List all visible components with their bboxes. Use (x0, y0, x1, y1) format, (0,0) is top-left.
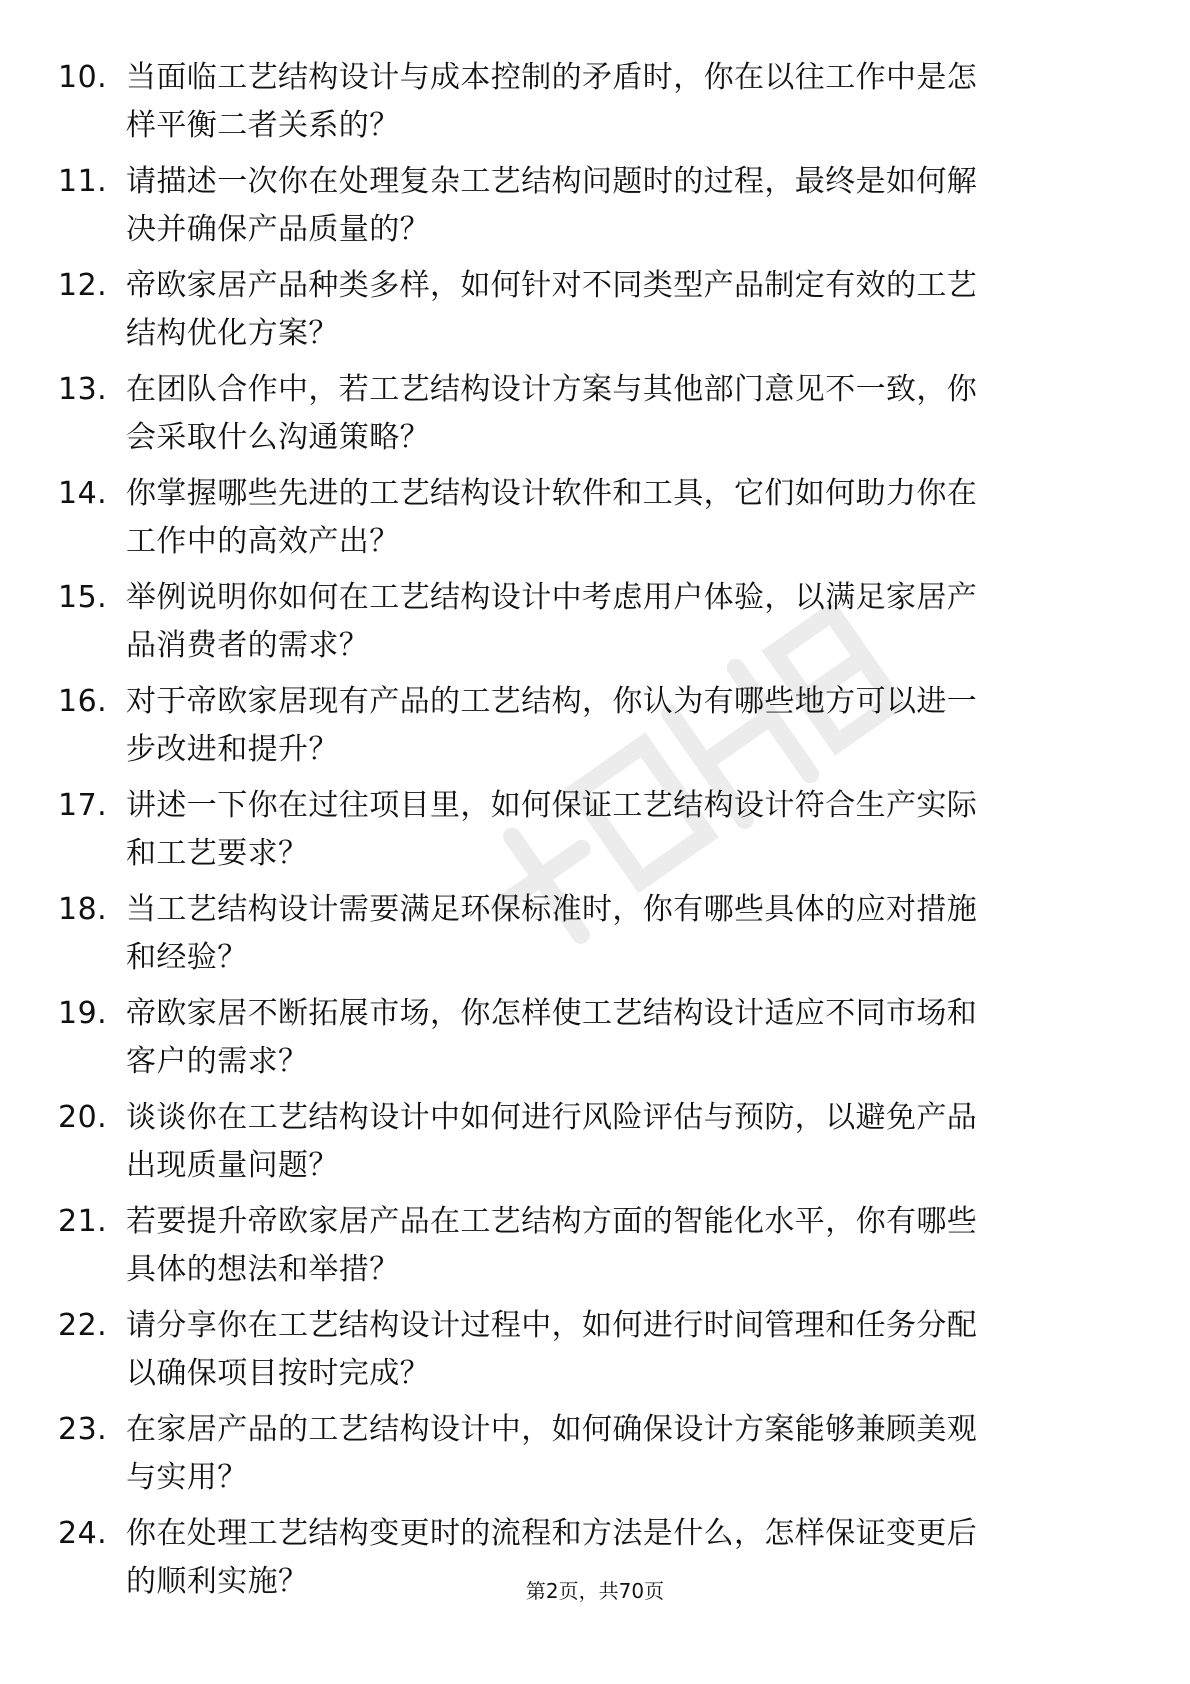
question-item (58, 54, 1118, 158)
question-text-line: 在家居产品的工艺结构设计中，如何确保设计方案能够兼顾美观 (126, 1412, 978, 1447)
question-text (126, 678, 1126, 774)
question-text (126, 782, 1126, 878)
question-item (58, 1406, 1118, 1510)
question-text (126, 1198, 1126, 1294)
question-text-line: 工作中的高效产出？ (126, 524, 400, 559)
question-list (58, 54, 1118, 1614)
question-item (58, 678, 1118, 782)
question-text (126, 470, 1126, 566)
question-item (58, 158, 1118, 262)
question-item (58, 1302, 1118, 1406)
question-text-line: 和经验？ (126, 940, 248, 975)
question-number: 23. (58, 1412, 108, 1447)
question-text-line: 结构优化方案？ (126, 316, 339, 351)
question-text (126, 1406, 1126, 1502)
question-text-line: 若要提升帝欧家居产品在工艺结构方面的智能化水平，你有哪些 (126, 1204, 978, 1239)
question-text (126, 1302, 1126, 1398)
question-text (126, 158, 1126, 254)
question-text-line: 当工艺结构设计需要满足环保标准时，你有哪些具体的应对措施 (126, 892, 978, 927)
question-text (126, 54, 1126, 150)
question-item (58, 262, 1118, 366)
question-number: 19. (58, 996, 108, 1031)
question-number: 15. (58, 580, 108, 615)
question-number: 24. (58, 1516, 108, 1551)
question-number: 12. (58, 268, 108, 303)
question-number: 17. (58, 788, 108, 823)
question-text-line: 举例说明你如何在工艺结构设计中考虑用户体验，以满足家居产 (126, 580, 978, 615)
question-text-line: 请描述一次你在处理复杂工艺结构问题时的过程，最终是如何解 (126, 164, 978, 199)
question-text-line: 品消费者的需求？ (126, 628, 370, 663)
question-text-line: 与实用？ (126, 1460, 248, 1495)
question-text-line: 决并确保产品质量的？ (126, 212, 430, 247)
question-number: 20. (58, 1100, 108, 1135)
question-text (126, 366, 1126, 462)
question-text (126, 574, 1126, 670)
question-text-line: 的顺利实施？ (126, 1564, 309, 1599)
question-text-line: 帝欧家居不断拓展市场，你怎样使工艺结构设计适应不同市场和 (126, 996, 978, 1031)
question-text-line: 请分享你在工艺结构设计过程中，如何进行时间管理和任务分配 (126, 1308, 978, 1343)
question-text (126, 262, 1126, 358)
question-item (58, 1198, 1118, 1302)
question-item (58, 990, 1118, 1094)
question-text-line: 帝欧家居产品种类多样，如何针对不同类型产品制定有效的工艺 (126, 268, 978, 303)
question-text (126, 990, 1126, 1086)
question-item (58, 886, 1118, 990)
question-item (58, 782, 1118, 886)
question-text-line: 当面临工艺结构设计与成本控制的矛盾时，你在以往工作中是怎 (126, 60, 978, 95)
page-footer: 第2页，共70页 (525, 1579, 665, 1603)
question-number: 14. (58, 476, 108, 511)
question-text-line: 你掌握哪些先进的工艺结构设计软件和工具，它们如何助力你在 (126, 476, 978, 511)
question-number: 11. (58, 164, 108, 199)
question-text-line: 会采取什么沟通策略？ (126, 420, 430, 455)
question-item (58, 1094, 1118, 1198)
question-text (126, 1094, 1126, 1190)
question-number: 21. (58, 1204, 108, 1239)
question-text-line: 在团队合作中，若工艺结构设计方案与其他部门意见不一致，你 (126, 372, 978, 407)
question-number: 13. (58, 372, 108, 407)
question-item (58, 574, 1118, 678)
question-text-line: 样平衡二者关系的？ (126, 108, 400, 143)
question-number: 18. (58, 892, 108, 927)
question-text-line: 讲述一下你在过往项目里，如何保证工艺结构设计符合生产实际 (126, 788, 978, 823)
question-text-line: 谈谈你在工艺结构设计中如何进行风险评估与预防，以避免产品 (126, 1100, 978, 1135)
question-text-line: 以确保项目按时完成？ (126, 1356, 430, 1391)
question-number: 16. (58, 684, 108, 719)
question-text-line: 客户的需求？ (126, 1044, 309, 1079)
question-number: 22. (58, 1308, 108, 1343)
question-text-line: 出现质量问题？ (126, 1148, 339, 1183)
question-text-line: 对于帝欧家居现有产品的工艺结构，你认为有哪些地方可以进一 (126, 684, 978, 719)
question-item (58, 470, 1118, 574)
question-number: 10. (58, 60, 108, 95)
question-text (126, 886, 1126, 982)
question-text-line: 和工艺要求？ (126, 836, 309, 871)
question-text-line: 具体的想法和举措？ (126, 1252, 400, 1287)
question-text-line: 步改进和提升？ (126, 732, 339, 767)
question-item (58, 366, 1118, 470)
question-text-line: 你在处理工艺结构变更时的流程和方法是什么，怎样保证变更后 (126, 1516, 978, 1551)
